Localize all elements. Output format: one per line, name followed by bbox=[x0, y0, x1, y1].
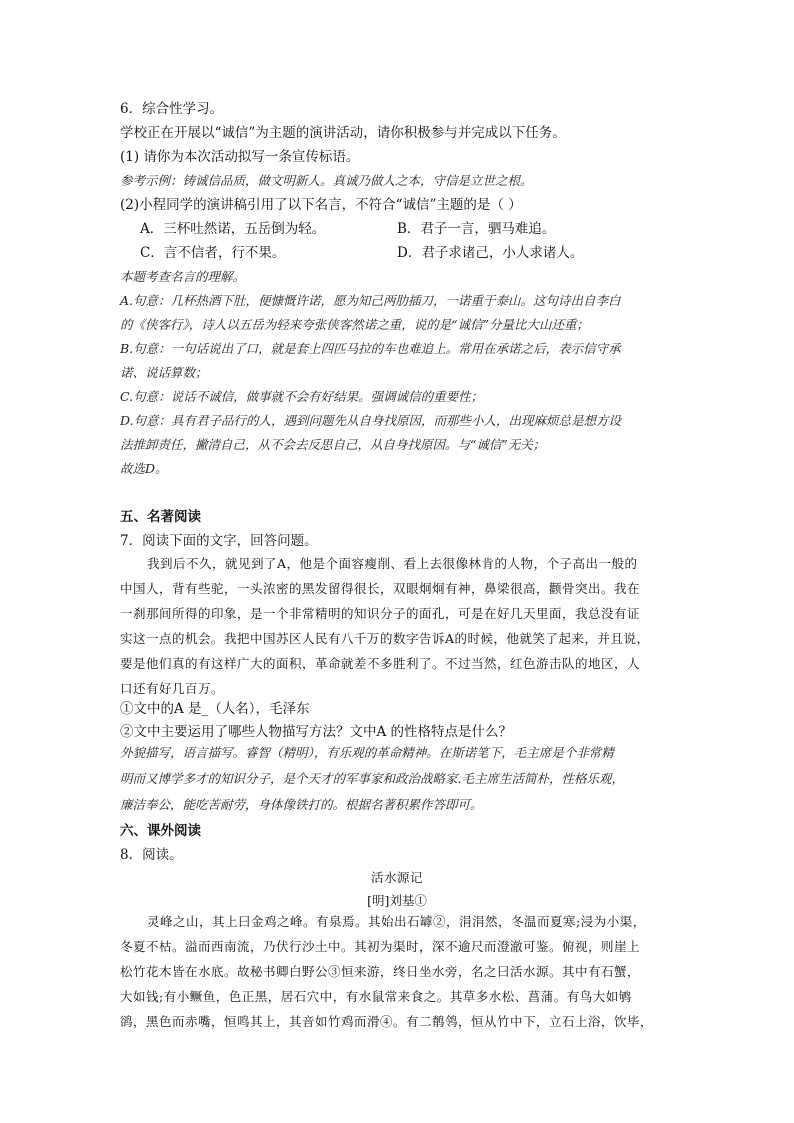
passage-line: 一刹那间所得的印象，是一个非常精明的知识分子的面孔，可是在好几天里面，我总没有证 bbox=[120, 606, 641, 621]
analysis-line: 本题考查名言的理解。 bbox=[120, 269, 246, 284]
essay-title: 活水源记 bbox=[370, 870, 423, 885]
analysis-line: 的《侠客行》，诗人以五岳为轻来夸张侠客然诺之重，说的是“诚信”分量比大山还重； bbox=[120, 317, 590, 332]
analysis-conclusion: 故选D。 bbox=[120, 461, 168, 476]
q6-sub2: (2)小程同学的演讲稿引用了以下名言，不符合“诚信”主题的是（ ） bbox=[120, 197, 522, 213]
answer-line: 外貌描写，语言描写。睿智（精明），有乐观的革命精神。在斯诺笔下，毛主席是个非常精 bbox=[120, 745, 614, 760]
essay-line: 灵峰之山，其上曰金鸡之峰。有泉焉。其始出石罅②，涓涓然，冬温而夏寒;浸为小渠， bbox=[147, 914, 646, 929]
q6-sub1-answer: 参考示例：铸诚信品质，做文明新人。真诚乃做人之本，守信是立世之根。 bbox=[120, 173, 533, 188]
q8-title: 8．阅读。 bbox=[120, 847, 183, 863]
analysis-line: B.句意：一句话说出了口，就是套上四匹马拉的车也难追上。常用在承诺之后，表示信守承 bbox=[120, 341, 621, 356]
option-d: D．君子求诸己，小人求诸人。 bbox=[397, 245, 584, 261]
passage-line: 要是他们真的有这样广大的面积，革命就差不多胜利了。不过当然，红色游击队的地区，人 bbox=[120, 656, 641, 671]
answer-line: 廉洁奉公，能吃苦耐劳，身体像铁打的。根据名著积累作答即可。 bbox=[120, 797, 483, 812]
q6-title: 6．综合性学习。 bbox=[120, 101, 224, 117]
passage-line: 口还有好几百万。 bbox=[120, 681, 225, 696]
essay-author: [明]刘基① bbox=[367, 893, 427, 908]
analysis-line: A.句意：几杯热酒下肚，便慷慨许诺，愿为知己两肋插刀，一诺重于泰山。这句诗出自李白 bbox=[120, 293, 621, 308]
option-a: A．三杯吐然诺，五岳倒为轻。 bbox=[140, 221, 326, 237]
section6-heading: 六、课外阅读 bbox=[120, 823, 201, 839]
q7-sub1: ①文中的A 是_（人名），毛泽东 bbox=[120, 701, 310, 717]
essay-body bbox=[120, 909, 680, 1034]
analysis-line: 诺、说话算数； bbox=[120, 365, 208, 380]
analysis-line: 法推卸责任，撇清自己，从不会去反思自己，从自身找原因。与“诚信”无关； bbox=[120, 437, 546, 452]
q6-intro: 学校正在开展以“诚信”为主题的演讲活动，请你积极参与并完成以下任务。 bbox=[120, 125, 566, 141]
essay-line: 大如钱;有小鳜鱼，色正黑，居石穴中，有水鼠常来食之。其草多水松、菖蒲。有鸟大如鸲 bbox=[120, 989, 632, 1004]
passage-line: 实这一点的机会。我把中国苏区人民有八千万的数字告诉A的时候，他就笑了起来，并且说， bbox=[120, 631, 650, 646]
passage-line: 中国人，背有些驼，一头浓密的黑发留得很长，双眼炯炯有神，鼻梁很高，颧骨突出。我在 bbox=[120, 581, 641, 596]
essay-line: 松竹花木皆在水底。故秘书卿白野公③恒来游，终日坐水旁，名之曰活水源。其中有石蟹， bbox=[120, 964, 641, 979]
q7-sub2: ②文中主要运用了哪些人物描写方法？文中A 的性格特点是什么？ bbox=[120, 724, 513, 740]
q7-passage bbox=[120, 551, 680, 701]
analysis-line: C.句意：说话不诚信，做事就不会有好结果。强调诚信的重要性； bbox=[120, 389, 484, 404]
q6-sub1: (1) 请你为本次活动拟写一条宣传标语。 bbox=[120, 149, 360, 165]
option-b: B．君子一言，驷马难追。 bbox=[397, 221, 556, 237]
answer-line: 明而又博学多才的知识分子，是个天才的军事家和政治战略家.毛主席生活简朴，性格乐观， bbox=[120, 771, 624, 786]
option-c: C．言不信者，行不果。 bbox=[140, 245, 286, 261]
essay-line: 冬夏不枯。溢而西南流，乃伏行沙土中。其初为渠时，深不逾尺而澄澈可鉴。俯视，则崖上 bbox=[120, 939, 641, 954]
section5-heading: 五、名著阅读 bbox=[120, 509, 201, 525]
q7-title: 7．阅读下面的文字，回答问题。 bbox=[120, 533, 318, 549]
passage-line: 我到后不久，就见到了A，他是个面容瘦削、看上去很像林肯的人物，个子高出一般的 bbox=[147, 556, 638, 571]
essay-line: 鹆，黑色而赤嘴，恒鸣其上，其音如竹鸡而滑④。有二鹡鸰，恒从竹中下，立石上浴，饮毕， bbox=[120, 1014, 654, 1029]
analysis-line: D.句意：具有君子品行的人，遇到问题先从自身找原因，而那些小人，出现麻烦总是想方设 bbox=[120, 413, 622, 428]
q7-answer bbox=[120, 740, 680, 818]
